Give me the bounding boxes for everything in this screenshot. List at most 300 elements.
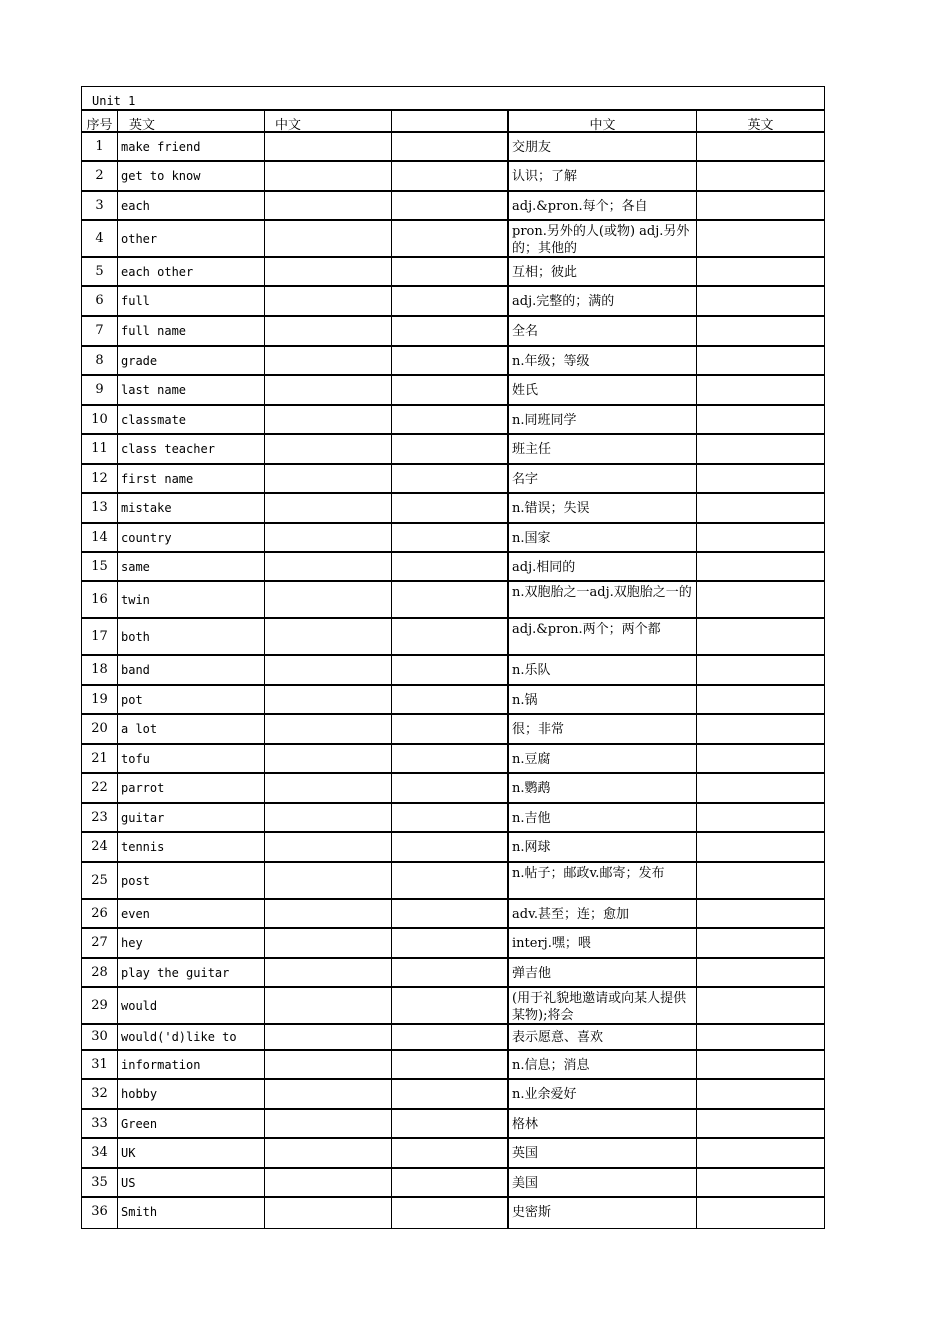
table-row: [82, 656, 824, 686]
english-cell: [118, 435, 265, 463]
blank-cell: [392, 1139, 509, 1167]
chinese-cell: [509, 221, 697, 256]
chinese-meaning: 美国: [512, 1175, 539, 1191]
row-number: 3: [95, 197, 104, 213]
chinese-cell: [509, 406, 697, 433]
table-row: [82, 287, 824, 317]
vocabulary-rows: [82, 133, 824, 1228]
header-english-2: 英文: [747, 118, 774, 131]
table-row: [82, 406, 824, 435]
row-number: 36: [91, 1204, 108, 1219]
chinese-meaning: pron.另外的人(或物) adj.另外的；其他的: [512, 224, 690, 256]
row-number: 14: [91, 529, 108, 545]
number-cell: [82, 435, 118, 463]
english-word: both: [121, 629, 150, 644]
chinese-answer-cell: [265, 524, 392, 551]
english-word: US: [121, 1175, 136, 1190]
row-number: 33: [91, 1115, 108, 1131]
row-number: 9: [95, 382, 104, 397]
table-row: [82, 192, 824, 221]
blank-cell: [392, 221, 509, 256]
chinese-cell: [509, 524, 697, 551]
english-word: even: [121, 906, 150, 921]
blank-cell: [392, 258, 509, 285]
chinese-answer-cell: [265, 376, 392, 404]
chinese-answer-cell: [265, 221, 392, 256]
english-word: each: [121, 198, 150, 213]
number-cell: [82, 258, 118, 285]
chinese-cell: [509, 347, 697, 374]
english-cell: [118, 192, 265, 219]
english-cell: [118, 833, 265, 861]
row-number: 18: [91, 662, 108, 677]
number-cell: [82, 804, 118, 831]
chinese-answer-cell: [265, 929, 392, 957]
chinese-cell: [509, 1051, 697, 1078]
english-word: hobby: [121, 1087, 158, 1101]
english-answer-cell: [697, 1051, 824, 1078]
chinese-answer-cell: [265, 1080, 392, 1108]
chinese-meaning: interj.嘿；喂: [512, 936, 591, 951]
english-cell: [118, 553, 265, 580]
blank-cell: [392, 1198, 509, 1228]
chinese-answer-cell: [265, 133, 392, 160]
chinese-cell: [509, 494, 697, 522]
english-cell: [118, 619, 265, 654]
english-answer-cell: [697, 833, 824, 861]
chinese-meaning: 全名: [512, 324, 539, 339]
english-answer-cell: [697, 435, 824, 463]
chinese-answer-cell: [265, 745, 392, 772]
english-answer-cell: [697, 465, 824, 492]
blank-cell: [392, 435, 509, 463]
chinese-meaning: n.国家: [512, 530, 551, 546]
english-cell: [118, 774, 265, 802]
english-word: twin: [121, 592, 150, 607]
number-cell: [82, 1198, 118, 1228]
table-row: [82, 258, 824, 287]
english-word: hey: [121, 936, 143, 950]
chinese-cell: [509, 162, 697, 190]
english-answer-cell: [697, 804, 824, 831]
english-word: grade: [121, 353, 158, 368]
chinese-cell: [509, 133, 697, 160]
row-number: 2: [95, 168, 104, 183]
table-row: [82, 619, 824, 656]
english-word: Smith: [121, 1205, 158, 1219]
blank-cell: [392, 524, 509, 551]
english-answer-cell: [697, 221, 824, 256]
english-cell: [118, 804, 265, 831]
chinese-answer-cell: [265, 804, 392, 831]
table-row: [82, 686, 824, 715]
unit-title-row: [82, 87, 824, 111]
table-row: [82, 900, 824, 929]
chinese-answer-cell: [265, 258, 392, 285]
blank-cell: [392, 1169, 509, 1196]
chinese-meaning: (用于礼貌地邀请或向某人提供某物);将会: [512, 991, 687, 1023]
chinese-cell: [509, 1139, 697, 1167]
row-number: 16: [91, 591, 108, 607]
vocabulary-sheet: [81, 86, 825, 1229]
english-cell: [118, 656, 265, 684]
english-cell: [118, 863, 265, 898]
chinese-answer-cell: [265, 1169, 392, 1196]
chinese-answer-cell: [265, 347, 392, 374]
chinese-meaning: 弹吉他: [512, 965, 552, 981]
chinese-answer-cell: [265, 1025, 392, 1049]
blank-cell: [392, 686, 509, 713]
blank-cell: [392, 715, 509, 743]
english-word: a lot: [121, 722, 158, 736]
chinese-meaning: n.豆腐: [512, 751, 551, 767]
table-row: [82, 221, 824, 258]
table-row: [82, 1051, 824, 1080]
number-cell: [82, 347, 118, 374]
chinese-answer-cell: [265, 715, 392, 743]
chinese-meaning: 英国: [512, 1146, 539, 1161]
table-row: [82, 774, 824, 804]
english-cell: [118, 465, 265, 492]
english-answer-cell: [697, 162, 824, 190]
row-number: 25: [91, 872, 108, 888]
table-row: [82, 1080, 824, 1110]
chinese-meaning: n.业余爱好: [512, 1087, 577, 1102]
header-row: [82, 111, 824, 133]
english-cell: [118, 494, 265, 522]
blank-cell: [392, 833, 509, 861]
chinese-answer-cell: [265, 686, 392, 713]
english-answer-cell: [697, 959, 824, 986]
row-number: 11: [91, 441, 108, 456]
chinese-cell: [509, 287, 697, 315]
header-chinese: 中文: [265, 111, 392, 131]
english-word: full: [121, 294, 150, 308]
chinese-meaning: n.乐队: [512, 663, 551, 678]
row-number: 19: [91, 691, 108, 707]
chinese-meaning: n.双胞胎之一adj.双胞胎之一的: [512, 585, 692, 600]
number-cell: [82, 582, 118, 617]
english-cell: [118, 1051, 265, 1078]
chinese-meaning: adj.&pron.每个；各自: [512, 198, 648, 214]
chinese-cell: [509, 1169, 697, 1196]
chinese-meaning: n.错误；失误: [512, 501, 590, 516]
english-word: country: [121, 530, 172, 545]
english-cell: [118, 221, 265, 256]
table-row: [82, 133, 824, 162]
row-number: 12: [91, 470, 108, 486]
english-word: would: [121, 998, 158, 1013]
row-number: 6: [95, 293, 104, 308]
chinese-meaning: n.鹦鹉: [512, 781, 551, 796]
chinese-meaning: 姓氏: [512, 383, 539, 398]
english-cell: [118, 258, 265, 285]
number-cell: [82, 686, 118, 713]
table-row: [82, 494, 824, 524]
english-word: same: [121, 559, 150, 574]
english-answer-cell: [697, 553, 824, 580]
table-row: [82, 1110, 824, 1139]
blank-cell: [392, 1080, 509, 1108]
blank-cell: [392, 804, 509, 831]
number-cell: [82, 959, 118, 986]
english-word: last name: [121, 383, 187, 397]
blank-cell: [392, 1110, 509, 1137]
chinese-meaning: 很；非常: [512, 722, 565, 737]
english-answer-cell: [697, 1080, 824, 1108]
english-answer-cell: [697, 619, 824, 654]
chinese-meaning: 名字: [512, 471, 539, 487]
english-word: information: [121, 1057, 201, 1072]
chinese-answer-cell: [265, 406, 392, 433]
row-number: 27: [91, 935, 108, 950]
english-answer-cell: [697, 686, 824, 713]
blank-cell: [392, 553, 509, 580]
english-word: classmate: [121, 412, 187, 427]
english-word: UK: [121, 1146, 136, 1160]
english-answer-cell: [697, 524, 824, 551]
english-word: pot: [121, 692, 143, 707]
chinese-answer-cell: [265, 192, 392, 219]
chinese-answer-cell: [265, 465, 392, 492]
blank-cell: [392, 317, 509, 345]
row-number: 10: [91, 411, 108, 427]
chinese-cell: [509, 900, 697, 927]
number-cell: [82, 900, 118, 927]
blank-cell: [392, 406, 509, 433]
english-answer-cell: [697, 192, 824, 219]
english-answer-cell: [697, 406, 824, 433]
blank-cell: [392, 162, 509, 190]
chinese-cell: [509, 192, 697, 219]
english-word: get to know: [121, 169, 201, 183]
number-cell: [82, 553, 118, 580]
english-answer-cell: [697, 317, 824, 345]
number-cell: [82, 1169, 118, 1196]
chinese-answer-cell: [265, 774, 392, 802]
english-answer-cell: [697, 929, 824, 957]
chinese-cell: [509, 988, 697, 1023]
chinese-meaning: 表示愿意、喜欢: [512, 1030, 604, 1045]
number-cell: [82, 192, 118, 219]
blank-cell: [392, 988, 509, 1023]
chinese-answer-cell: [265, 317, 392, 345]
chinese-answer-cell: [265, 287, 392, 315]
table-row: [82, 833, 824, 863]
table-row: [82, 804, 824, 833]
chinese-cell: [509, 833, 697, 861]
chinese-answer-cell: [265, 1198, 392, 1228]
number-cell: [82, 524, 118, 551]
english-word: band: [121, 663, 150, 677]
chinese-cell: [509, 258, 697, 285]
number-cell: [82, 656, 118, 684]
row-number: 28: [91, 964, 108, 980]
number-cell: [82, 863, 118, 898]
number-cell: [82, 715, 118, 743]
number-cell: [82, 988, 118, 1023]
chinese-answer-cell: [265, 553, 392, 580]
chinese-answer-cell: [265, 900, 392, 927]
chinese-cell: [509, 376, 697, 404]
chinese-cell: [509, 715, 697, 743]
unit-title: Unit 1: [92, 94, 136, 108]
number-cell: [82, 221, 118, 256]
english-word: parrot: [121, 781, 165, 795]
chinese-meaning: n.帖子；邮政v.邮寄；发布: [512, 866, 665, 881]
english-word: tennis: [121, 840, 165, 854]
number-cell: [82, 465, 118, 492]
english-cell: [118, 406, 265, 433]
chinese-cell: [509, 774, 697, 802]
english-word: post: [121, 873, 150, 888]
blank-cell: [392, 774, 509, 802]
row-number: 26: [91, 905, 108, 921]
chinese-meaning: 交朋友: [512, 139, 552, 155]
chinese-meaning: n.吉他: [512, 810, 551, 826]
blank-cell: [392, 959, 509, 986]
number-cell: [82, 133, 118, 160]
blank-cell: [392, 465, 509, 492]
chinese-cell: [509, 1198, 697, 1228]
number-cell: [82, 833, 118, 861]
row-number: 1: [95, 138, 104, 154]
english-word: class teacher: [121, 442, 215, 456]
blank-cell: [392, 494, 509, 522]
chinese-meaning: 史密斯: [512, 1205, 552, 1220]
english-answer-cell: [697, 287, 824, 315]
english-cell: [118, 347, 265, 374]
chinese-meaning: n.信息；消息: [512, 1057, 590, 1073]
chinese-cell: [509, 929, 697, 957]
chinese-meaning: adv.甚至；连；愈加: [512, 906, 630, 922]
blank-cell: [392, 192, 509, 219]
number-cell: [82, 745, 118, 772]
english-answer-cell: [697, 774, 824, 802]
chinese-cell: [509, 863, 697, 898]
english-answer-cell: [697, 133, 824, 160]
english-word: mistake: [121, 501, 172, 515]
table-row: [82, 553, 824, 582]
english-answer-cell: [697, 988, 824, 1023]
blank-cell: [392, 619, 509, 654]
chinese-answer-cell: [265, 494, 392, 522]
english-answer-cell: [697, 900, 824, 927]
number-cell: [82, 1080, 118, 1108]
row-number: 23: [91, 809, 108, 825]
chinese-cell: [509, 1110, 697, 1137]
row-number: 34: [91, 1145, 108, 1160]
number-cell: [82, 1139, 118, 1167]
english-answer-cell: [697, 347, 824, 374]
row-number: 4: [95, 230, 104, 246]
english-answer-cell: [697, 1110, 824, 1137]
blank-cell: [392, 287, 509, 315]
chinese-meaning: n.网球: [512, 840, 551, 855]
row-number: 13: [91, 500, 108, 515]
row-number: 22: [91, 780, 108, 795]
table-row: [82, 435, 824, 465]
row-number: 29: [91, 997, 108, 1013]
number-cell: [82, 774, 118, 802]
table-row: [82, 715, 824, 745]
row-number: 15: [91, 558, 108, 574]
chinese-answer-cell: [265, 619, 392, 654]
chinese-answer-cell: [265, 1110, 392, 1137]
chinese-answer-cell: [265, 1051, 392, 1078]
english-answer-cell: [697, 656, 824, 684]
chinese-cell: [509, 745, 697, 772]
row-number: 8: [95, 352, 104, 368]
table-row: [82, 317, 824, 347]
row-number: 30: [91, 1029, 108, 1044]
blank-cell: [392, 347, 509, 374]
blank-cell: [392, 1025, 509, 1049]
english-answer-cell: [697, 258, 824, 285]
row-number: 35: [91, 1174, 108, 1190]
number-cell: [82, 406, 118, 433]
chinese-cell: [509, 959, 697, 986]
english-answer-cell: [697, 1025, 824, 1049]
english-answer-cell: [697, 715, 824, 743]
table-row: [82, 863, 824, 900]
row-number: 20: [91, 721, 108, 736]
number-cell: [82, 287, 118, 315]
english-answer-cell: [697, 745, 824, 772]
english-cell: [118, 1169, 265, 1196]
row-number: 21: [91, 750, 108, 766]
english-word: each other: [121, 264, 194, 279]
header-blank: [392, 111, 509, 131]
english-cell: [118, 929, 265, 957]
english-word: play the guitar: [121, 965, 230, 980]
table-row: [82, 1025, 824, 1051]
english-cell: [118, 582, 265, 617]
table-row: [82, 959, 824, 988]
english-answer-cell: [697, 1169, 824, 1196]
chinese-meaning: n.锅: [512, 692, 538, 708]
blank-cell: [392, 900, 509, 927]
table-row: [82, 524, 824, 553]
chinese-cell: [509, 686, 697, 713]
chinese-meaning: 班主任: [512, 442, 552, 457]
table-row: [82, 465, 824, 494]
chinese-meaning: 认识；了解: [512, 169, 578, 184]
table-row: [82, 376, 824, 406]
number-cell: [82, 929, 118, 957]
number-cell: [82, 317, 118, 345]
english-cell: [118, 1198, 265, 1228]
english-answer-cell: [697, 863, 824, 898]
table-row: [82, 347, 824, 376]
chinese-cell: [509, 804, 697, 831]
chinese-meaning: n.同班同学: [512, 412, 577, 428]
chinese-answer-cell: [265, 582, 392, 617]
table-row: [82, 162, 824, 192]
table-row: [82, 1169, 824, 1198]
row-number: 5: [95, 263, 104, 279]
chinese-answer-cell: [265, 863, 392, 898]
english-answer-cell: [697, 1139, 824, 1167]
number-cell: [82, 162, 118, 190]
english-cell: [118, 317, 265, 345]
blank-cell: [392, 745, 509, 772]
blank-cell: [392, 863, 509, 898]
english-word: tofu: [121, 751, 150, 766]
chinese-meaning: n.年级；等级: [512, 353, 590, 369]
english-cell: [118, 162, 265, 190]
chinese-cell: [509, 582, 697, 617]
